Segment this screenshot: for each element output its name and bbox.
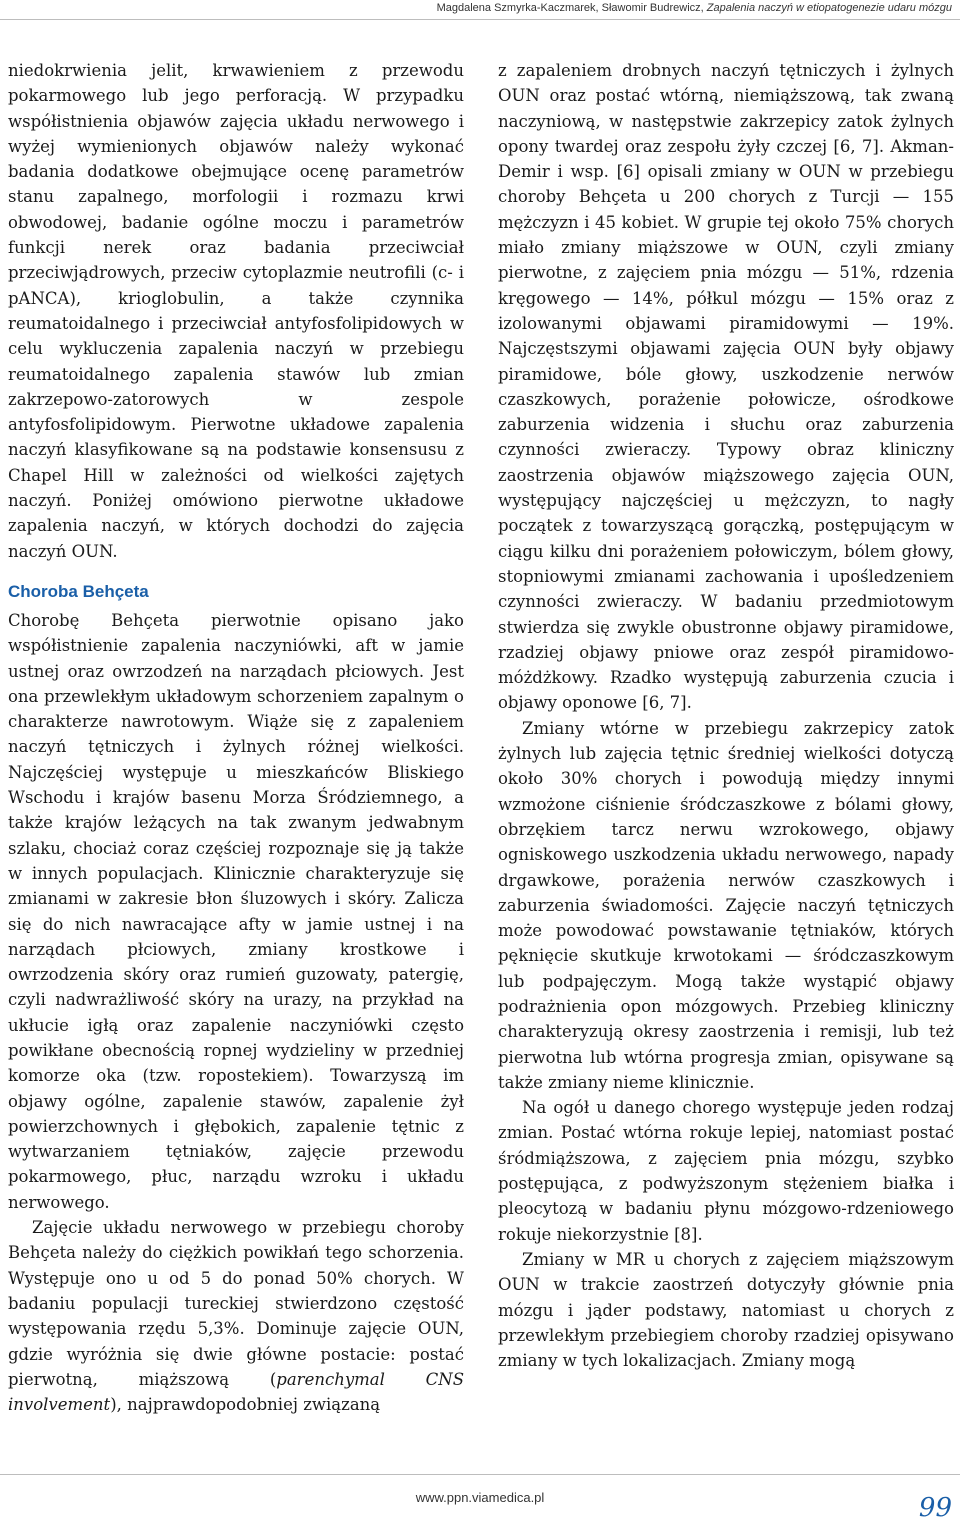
paragraph: Zmiany w MR u chorych z zajęciem miąższowym OUN w trakcie zaostrzeń dotyczyły głównie pnia mózgu i jąder podstawy, natomiast u chorych z przewlekłym przebiegiem choroby rzadziej opisywano zmiany w tych lokalizacjach. Zmiany mogą bbox=[498, 1249, 954, 1371]
paragraph: z zapaleniem drobnych naczyń tętniczych i żylnych OUN oraz postać wtórną, niemiąższową, tak zwaną naczyniową, w następstwie zakrzepicy zatok żylnych opony twardej oraz zespołu żyły czczej [6, 7]. Akman-Demir i wsp. [6] opisali zmiany w OUN w przebiegu choroby Behçeta u 200 chorych z Turcji — 155 mężczyzn i 45 kobiet. W grupie tej około 75% chorych miało zmiany miąższowe w OUN, czyli zmiany pierwotne, z zajęciem pnia mózgu — 51%, rdzenia kręgowego — 14%, półkul mózgu — 15% oraz z izolowanymi objawami piramidowymi — 19%. Najczęstszymi objawami zajęcia OUN były objawy piramidowe, bóle głowy, uszkodzenie nerwów czaszkowych, porażenie połowicze, ośrodkowe zaburzenia widzenia i słuchu oraz zaburzenia czynności zwieraczy. Typowy obraz kliniczny zaostrzenia objawów miąższowego zajęcia OUN, występujący najczęściej u mężczyzn, to nagły początek z towarzyszącą gorączką, postępującym w ciągu kilku dni porażeniem połowiczym, bólem głowy, stopniowymi zmianami zachowania i upośledzeniem czynności zwieraczy. W badaniu przedmiotowym stwierdza się zwykle obustronne objawy piramidowe, rzadziej objawy pniowe oraz zespół piramidowo-móżdżkowy. Rzadko występują zaburzenia czucia i objawy oponowe [6, 7]. bbox=[498, 61, 954, 713]
page-number: 99 bbox=[918, 1493, 952, 1523]
running-header bbox=[0, 0, 960, 20]
footer-url: www.ppn.viamedica.pl bbox=[415, 1490, 545, 1505]
section-heading: Choroba Behçeta bbox=[8, 581, 149, 601]
paragraph-text: ), najprawdopodobniej związaną bbox=[110, 1395, 381, 1415]
header-authors: Magdalena Szmyrka-Kaczmarek, Sławomir Budrewicz, bbox=[436, 2, 707, 14]
paragraph: Chorobę Behçeta pierwotnie opisano jako współistnienie zapalenia naczyniówki, aft w jamie ustnej oraz owrzodzeń na narządach płciowych. Jest ona przewlekłym układowym schorzeniem zapalnym o charakterze nawrotowym. Wiąże się z zapaleniem naczyń tętniczych i żylnych różnej wielkości. Najczęściej występuje u mieszkańców Bliskiego Wschodu i krajów basenu Morza Śródziemnego, a także krajów leżących na tak zwanym jedwabnym szlaku, chociaż coraz częściej rozpoznaje się ją także w innych populacjach. Klinicznie charakteryzuje się zmianami w zakresie błon śluzowych i skóry. Zalicza się do nich nawracające afty w jamie ustnej i na narządach płciowych, zmiany krostkowe i owrzodzenia skóry oraz rumień guzowaty, patergię, czyli nadwrażliwość skóry na urazy, na przykład na ukłucie igłą oraz zapalenie naczyniówki często powikłane obecnością ropnej wydzieliny w przedniej komorze oka (tzw. ropostekiem). Towarzyszą im objawy ogólne, zapalenie stawów, zapalenie żył powierzchownych i głębokich, zapalenie tętnic z wytwarzaniem tętniaków, zajęcie przewodu pokarmowego, płuc, narządu wzroku i układu nerwowego. bbox=[8, 610, 464, 1212]
header-title: Zapalenia naczyń w etiopatogenezie udaru mózgu bbox=[706, 2, 952, 14]
footer-divider bbox=[0, 1474, 960, 1475]
paragraph bbox=[8, 1215, 464, 1417]
paragraph: Zmiany wtórne w przebiegu zakrzepicy zatok żylnych lub zajęcia tętnic średniej wielkości dotyczą około 30% chorych i powodują między innymi wzmożone ciśnienie śródczaszkowe z bólami głowy, obrzękiem tarcz nerwu wzrokowego, objawy ogniskowego uszkodzenia układu nerwowego, napady drgawkowe, porażenia nerwów czaszkowych i zaburzenia świadomości. Zajęcie naczyń tętniczych może powodować powstawanie tętniaków, których pęknięcie skutkuje krwotokami — śródczaszkowym lub podpajęczym. Mogą także wystąpić objawy podrażnienia opon mózgowych. Przebieg kliniczny charakteryzują okresy zaostrzenia i remisji, lub też pierwotna lub wtórna progresja zmian, opisywane są także zmiany nieme klinicznie. bbox=[498, 718, 954, 1092]
left-column bbox=[8, 58, 464, 1417]
paragraph: niedokrwienia jelit, krwawieniem z przewodu pokarmowego lub jego perforacją. W przypadku współistnienia objawów zajęcia układu nerwowego i wyżej wymienionych objawów należy wykonać badania dodatkowe obejmujące ocenę parametrów stanu zapalnego, morfologii i rozmazu krwi obwodowej, badanie ogólne moczu i parametrów funkcji nerek oraz badania przeciwciał przeciwjądrowych, przeciw cytoplazmie neutrofili (c- i pANCA), krioglobulin, a także czynnika reumatoidalnego i przeciwciał antyfosfolipidowych w celu wykluczenia zapalenia naczyń w przebiegu reumatoidalnego zapalenia stawów lub zmian zakrzepowo-zatorowych w zespole antyfosfolipidowym. Pierwotne układowe zapalenia naczyń klasyfikowane są na podstawie konsensusu z Chapel Hill w zależności od wielkości zajętych naczyń. Poniżej omówiono pierwotne układowe zapalenia naczyń, w których dochodzi do zajęcia naczyń OUN. bbox=[8, 61, 464, 561]
paragraph: Na ogół u danego chorego występuje jeden rodzaj zmian. Postać wtórna rokuje lepiej, natomiast postać śródmiąższowa, z zajęciem pnia mózgu, szybko postępująca, z podwyższonym stężeniem białka i pleocytozą w badaniu płynu mózgowo-rdzeniowego rokuje niekorzystnie [8]. bbox=[498, 1098, 954, 1244]
right-column bbox=[498, 58, 954, 1373]
paragraph-text: Zajęcie układu nerwowego w przebiegu choroby Behçeta należy do ciężkich powikłań tego schorzenia. Występuje ono u od 5 do ponad 50% chorych. W badaniu populacji tureckiej stwierdzono częstość występowania rzędu 5,3%. Dominuje zajęcie OUN, gdzie wyróżnia się dwie główne postacie: postać pierwotną, miąższową ( bbox=[8, 1218, 464, 1389]
paragraph-italic-term: parenchymal CNS involvement bbox=[8, 1369, 464, 1415]
